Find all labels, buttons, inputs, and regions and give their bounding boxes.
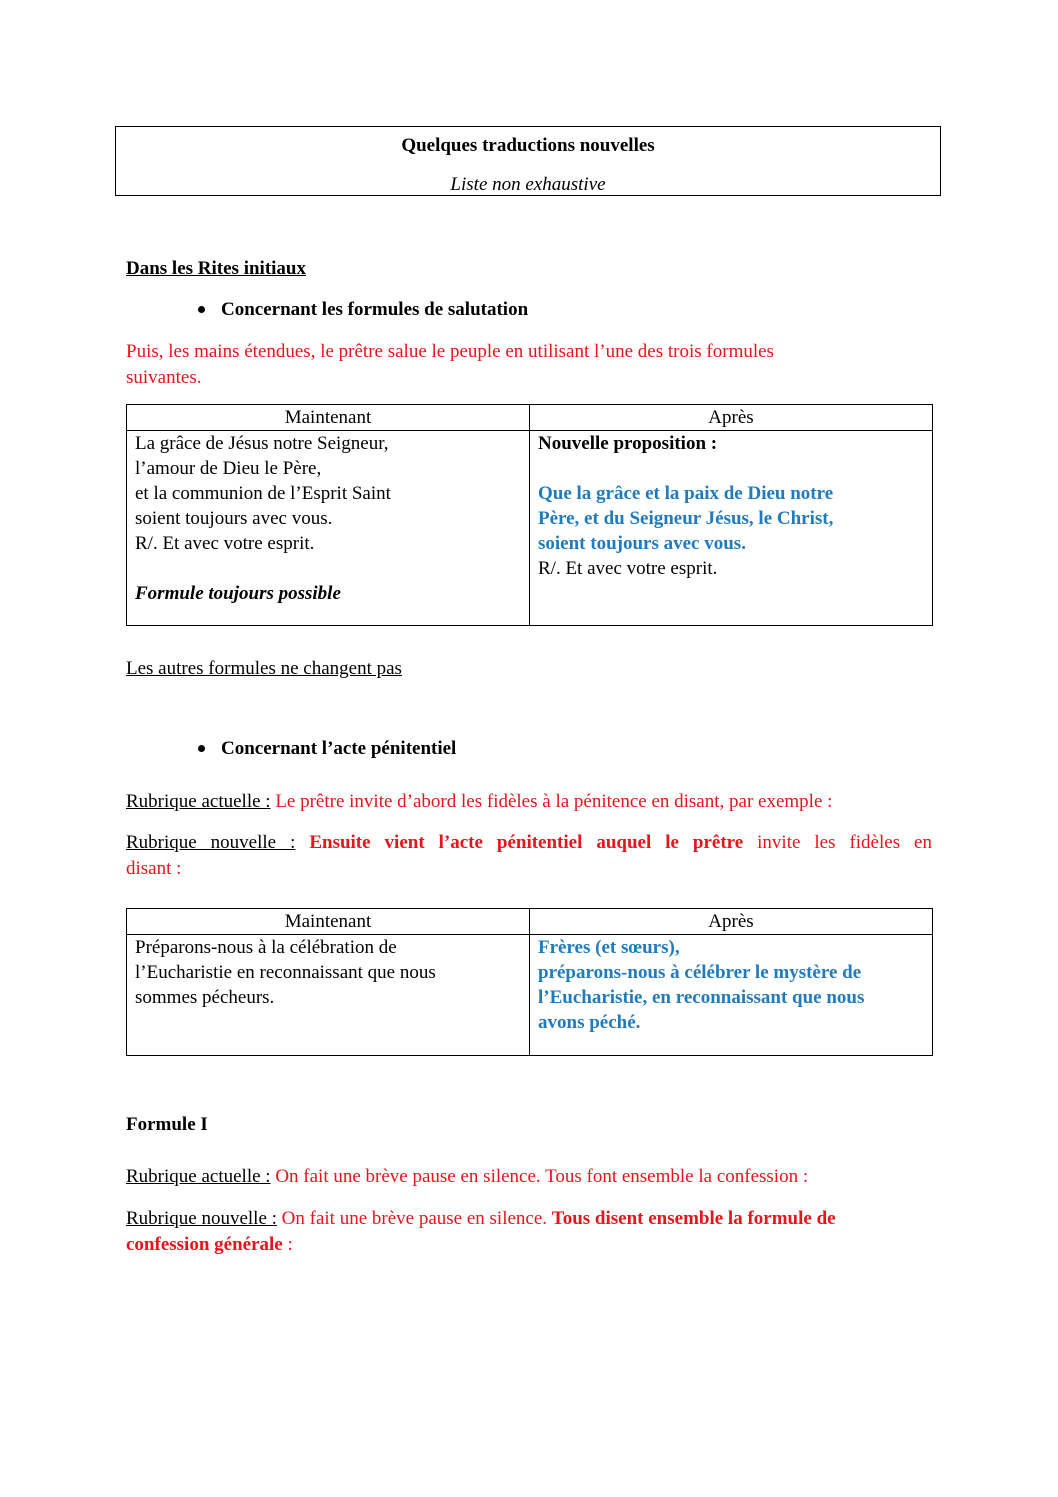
rubric-current-label: Rubrique actuelle :: [126, 791, 271, 812]
after-line: préparons-nous à célébrer le mystère de: [538, 962, 862, 983]
after-line: Frères (et sœurs),: [538, 937, 680, 958]
rubric-new-line2-rest: :: [282, 1234, 293, 1255]
bullet-penitential-text: Concernant l’acte pénitentiel: [221, 738, 457, 759]
other-formulas-note: Les autres formules ne changent pas: [126, 658, 402, 679]
after-response: R/. Et avec votre esprit.: [538, 558, 718, 579]
bullet-penitential: [221, 736, 456, 761]
before-line: l’Eucharistie en reconnaissant que nous: [135, 962, 436, 983]
before-line: et la communion de l’Esprit Saint: [135, 483, 391, 504]
rubric-new-text: On fait une brève pause en silence.: [276, 1208, 552, 1229]
salutation-table: [126, 404, 933, 626]
col-header-after: Après: [530, 405, 933, 431]
document-subtitle: Liste non exhaustive: [450, 174, 606, 195]
section-heading-formule: Formule I: [126, 1114, 208, 1135]
formule-rubric-current: [126, 1164, 808, 1189]
rubric-current-text: On fait une brève pause en silence. Tous font ensemble la confession :: [270, 1166, 809, 1187]
col-header-before: Maintenant: [127, 405, 530, 431]
before-note: Formule toujours possible: [135, 583, 341, 604]
rubric-new-label: Rubrique nouvelle :: [126, 832, 296, 853]
rubric-new-label: Rubrique nouvelle :: [126, 1208, 277, 1229]
rubric-current-text: Le prêtre invite d’abord les fidèles à la pénitence en disant, par exemple :: [270, 791, 833, 812]
bullet-icon: [198, 306, 205, 313]
document-title: Quelques traductions nouvelles: [401, 135, 655, 156]
penitential-table: [126, 908, 933, 1056]
cell-after: [530, 935, 933, 1056]
before-line: l’amour de Dieu le Père,: [135, 458, 322, 479]
formule-rubric-new: [126, 1206, 836, 1231]
after-line: l’Eucharistie, en reconnaissant que nous: [538, 987, 865, 1008]
after-line: Que la grâce et la paix de Dieu notre: [538, 483, 834, 504]
instruction-line-2: suivantes.: [126, 367, 202, 388]
cell-before: [127, 935, 530, 1056]
section-heading-rites: Dans les Rites initiaux: [126, 258, 306, 279]
before-line: Préparons-nous à la célébration de: [135, 937, 397, 958]
bullet-icon: [198, 745, 205, 752]
after-line: Père, et du Seigneur Jésus, le Christ,: [538, 508, 834, 529]
rubric-current-label: Rubrique actuelle :: [126, 1166, 271, 1187]
before-line: sommes pécheurs.: [135, 987, 275, 1008]
rubric-new-bold: Ensuite vient l’acte pénitentiel auquel le prêtre: [309, 832, 744, 853]
rubric-current: [126, 789, 832, 814]
before-line: La grâce de Jésus notre Seigneur,: [135, 433, 389, 454]
before-line: R/. Et avec votre esprit.: [135, 533, 315, 554]
after-line: avons péché.: [538, 1012, 641, 1033]
bullet-salutation: Concernant les formules de salutation: [221, 299, 529, 320]
instruction-line-1: Puis, les mains étendues, le prêtre salue le peuple en utilisant l’une des trois formules: [126, 341, 774, 362]
rubric-new: [126, 830, 932, 855]
after-heading: Nouvelle proposition :: [538, 433, 718, 454]
col-header-before: Maintenant: [127, 909, 530, 935]
rubric-new-rest: invite les fidèles en: [757, 832, 932, 853]
cell-after: [530, 431, 933, 626]
before-line: soient toujours avec vous.: [135, 508, 333, 529]
rubric-new-bold: Tous disent ensemble la formule de: [551, 1208, 836, 1229]
rubric-new-line2: disant :: [126, 858, 182, 879]
title-box: [115, 126, 941, 196]
formule-rubric-new-line2: [126, 1232, 293, 1257]
col-header-after: Après: [530, 909, 933, 935]
rubric-new-line2-bold: confession générale: [126, 1234, 283, 1255]
after-line: soient toujours avec vous.: [538, 533, 746, 554]
cell-before: [127, 431, 530, 626]
